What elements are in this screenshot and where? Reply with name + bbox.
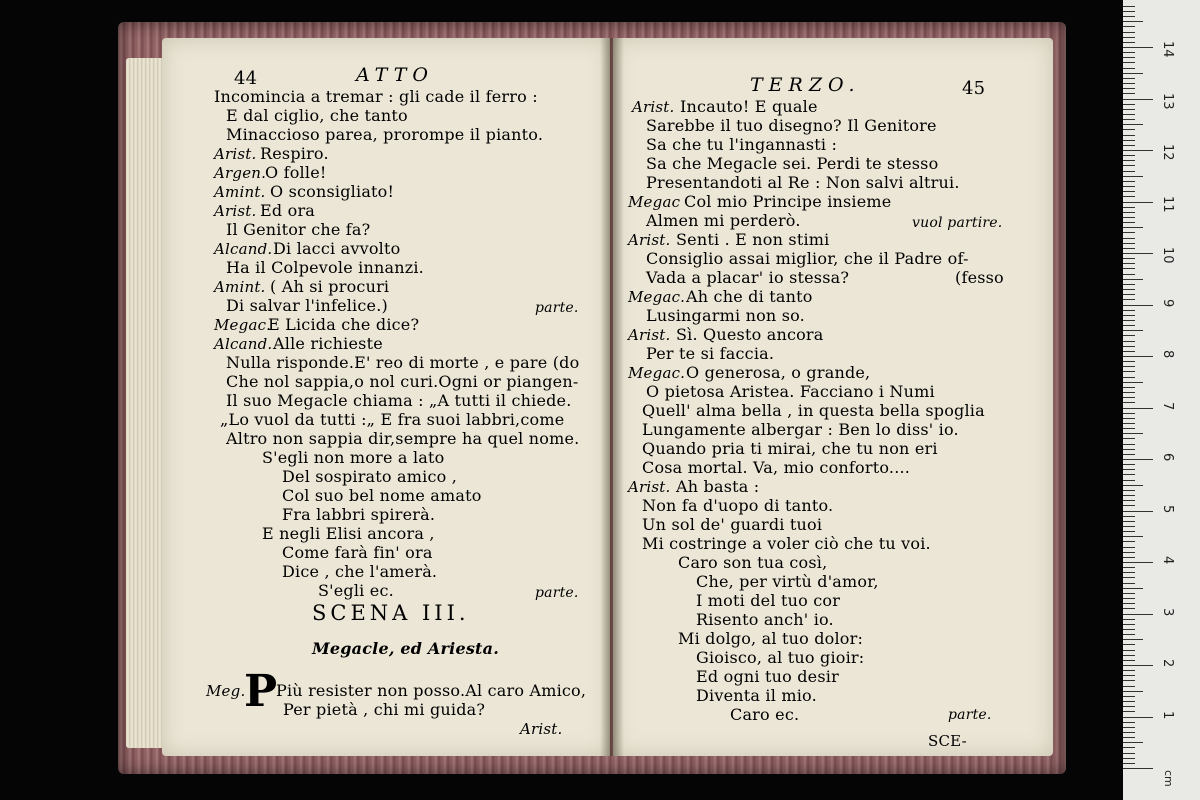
text-line: Vada a placar' io stessa?: [646, 268, 850, 287]
speaker-name: Alcand.: [214, 335, 273, 353]
ruler-number: 9: [1160, 298, 1175, 307]
ruler-tick: [1123, 387, 1135, 388]
ruler-number: 5: [1160, 504, 1175, 513]
ruler-tick: [1123, 608, 1135, 609]
speaker-name: Arist.: [632, 98, 675, 116]
ruler-tick: [1123, 634, 1135, 635]
ruler-tick: [1123, 511, 1153, 512]
ruler-tick: [1123, 680, 1135, 681]
ruler-tick: [1123, 423, 1135, 424]
ruler-tick: [1123, 732, 1135, 733]
ruler-number: 14: [1160, 41, 1175, 58]
ruler-tick: [1123, 541, 1135, 542]
text-line: Sa che tu l'ingannasti :: [646, 135, 838, 154]
text-line: Nulla risponde.E' reo di morte , e pare (do: [226, 353, 580, 372]
text-line: Per te si faccia.: [646, 344, 775, 363]
text-line: Respiro.: [260, 144, 329, 163]
ruler-tick: [1123, 351, 1135, 352]
text-line: S'egli ec.: [318, 581, 394, 600]
text-line: Sì. Questo ancora: [676, 325, 824, 344]
ruler-tick: [1123, 711, 1135, 712]
text-line: Quell' alma bella , in questa bella spoglia: [642, 401, 985, 420]
text-line: Col suo bel nome amato: [282, 486, 482, 505]
ruler-tick: [1123, 624, 1135, 625]
speaker-name: Meg.: [206, 682, 246, 700]
ruler-number: 2: [1160, 659, 1175, 668]
ruler-tick: [1123, 742, 1143, 743]
speaker-name: Alcand.: [214, 240, 273, 258]
ruler-tick: [1123, 93, 1135, 94]
ruler-tick: [1123, 433, 1143, 434]
ruler-tick: [1123, 577, 1135, 578]
ruler-tick: [1123, 366, 1135, 367]
ruler-tick: [1123, 459, 1153, 460]
ruler-tick: [1123, 629, 1135, 630]
ruler-tick: [1123, 341, 1135, 342]
ruler-tick: [1123, 356, 1153, 357]
text-line: Cosa mortal. Va, mio conforto....: [642, 458, 911, 477]
text-line: Lungamente albergar : Ben lo diss' io.: [642, 420, 959, 439]
text-line: Il Genitor che fa?: [226, 220, 371, 239]
ruler-tick: [1123, 402, 1135, 403]
ruler-tick: [1123, 536, 1143, 537]
measuring-ruler: [1123, 0, 1200, 800]
text-line: O pietosa Aristea. Facciano i Numi: [646, 382, 935, 401]
text-line: Incomincia a tremar : gli cade il ferro :: [214, 87, 538, 106]
ruler-tick: [1123, 88, 1135, 89]
ruler-tick: [1123, 727, 1135, 728]
drop-cap: P: [244, 666, 278, 717]
text-line: Col mio Principe insieme: [684, 192, 892, 211]
ruler-tick: [1123, 299, 1135, 300]
ruler-tick: [1123, 382, 1143, 383]
ruler-tick: [1123, 572, 1135, 573]
speaker-name: Arist.: [628, 478, 671, 496]
ruler-tick: [1123, 155, 1135, 156]
text-line: Come farà fin' ora: [282, 543, 433, 562]
text-line: E dal ciglio, che tanto: [226, 106, 408, 125]
ruler-tick: [1123, 593, 1135, 594]
ruler-tick: [1123, 202, 1153, 203]
ruler-tick: [1123, 397, 1135, 398]
stage-direction: parte.: [535, 585, 579, 601]
ruler-tick: [1123, 279, 1143, 280]
ruler-tick: [1123, 526, 1135, 527]
text-line: Che, per virtù d'amor,: [696, 572, 879, 591]
ruler-tick: [1123, 186, 1135, 187]
ruler-number: 8: [1160, 350, 1175, 359]
text-line: Di salvar l'infelice.): [226, 296, 388, 315]
text-line: O generosa, o grande,: [686, 363, 871, 382]
ruler-tick: [1123, 274, 1135, 275]
ruler-tick: [1123, 500, 1135, 501]
ruler-tick: [1123, 469, 1135, 470]
ruler-tick: [1123, 305, 1153, 306]
ruler-tick: [1123, 691, 1143, 692]
ruler-tick: [1123, 310, 1135, 311]
ruler-tick: [1123, 238, 1135, 239]
text-line: Per pietà , chi mi guida?: [283, 700, 486, 719]
ruler-number: 10: [1160, 247, 1175, 264]
ruler-tick: [1123, 418, 1135, 419]
speaker-name: Megac: [628, 193, 681, 211]
text-line: E Licida che dice?: [268, 315, 420, 334]
ruler-tick: [1123, 701, 1135, 702]
speaker-name: Arist.: [214, 145, 257, 163]
ruler-tick: [1123, 73, 1143, 74]
scene-personae: Megacle, ed Ariesta.: [312, 639, 499, 658]
hyphenated-continuation: (fesso: [955, 268, 1004, 287]
ruler-tick: [1123, 325, 1135, 326]
speaker-name: Megac.: [628, 364, 686, 382]
ruler-tick: [1123, 330, 1143, 331]
ruler-tick: [1123, 392, 1135, 393]
ruler-tick: [1123, 531, 1135, 532]
text-line: Gioisco, al tuo gioir:: [696, 648, 865, 667]
ruler-tick: [1123, 408, 1153, 409]
book-gutter: [600, 38, 624, 756]
ruler-tick: [1123, 258, 1135, 259]
ruler-tick: [1123, 619, 1135, 620]
ruler-tick: [1123, 505, 1135, 506]
ruler-tick: [1123, 588, 1143, 589]
text-line: Caro ec.: [730, 705, 800, 724]
text-line: Un sol de' guardi tuoi: [642, 515, 823, 534]
speaker-name: Argen.: [214, 164, 267, 182]
ruler-tick: [1123, 547, 1135, 548]
ruler-tick: [1123, 722, 1135, 723]
text-line: I moti del tuo cor: [696, 591, 841, 610]
text-line: O sconsigliato!: [270, 182, 395, 201]
ruler-tick: [1123, 284, 1135, 285]
ruler-tick: [1123, 768, 1153, 769]
ruler-tick: [1123, 639, 1143, 640]
text-line: Ha il Colpevole innanzi.: [226, 258, 424, 277]
ruler-tick: [1123, 253, 1153, 254]
ruler-tick: [1123, 686, 1135, 687]
ruler-tick: [1123, 377, 1135, 378]
ruler-tick: [1123, 294, 1135, 295]
ruler-tick: [1123, 706, 1135, 707]
ruler-tick: [1123, 474, 1135, 475]
ruler-unit-label: cm: [1162, 770, 1175, 787]
text-line: Almen mi perderò.: [646, 211, 801, 230]
speaker-name: Arist.: [628, 326, 671, 344]
ruler-tick: [1123, 124, 1143, 125]
ruler-tick: [1123, 6, 1135, 7]
ruler-tick: [1123, 83, 1135, 84]
ruler-tick: [1123, 485, 1143, 486]
text-line: Minaccioso parea, prorompe il pianto.: [226, 125, 544, 144]
stage-direction: parte.: [535, 300, 579, 316]
ruler-tick: [1123, 449, 1135, 450]
ruler-tick: [1123, 747, 1135, 748]
ruler-number: 11: [1160, 195, 1175, 213]
ruler-tick: [1123, 68, 1135, 69]
text-line: Ed ogni tuo desir: [696, 667, 839, 686]
running-head-left: ATTO: [356, 64, 434, 86]
speaker-name: Arist.: [214, 202, 257, 220]
ruler-number: 4: [1160, 556, 1175, 565]
ruler-tick: [1123, 315, 1135, 316]
text-line: Il suo Megacle chiama : „A tutti il chiede.: [226, 391, 572, 410]
text-line: Consiglio assai miglior, che il Padre of-: [646, 249, 969, 268]
ruler-tick: [1123, 413, 1135, 414]
text-line: Incauto! E quale: [680, 97, 818, 116]
ruler-tick: [1123, 109, 1135, 110]
text-line: Diventa il mio.: [696, 686, 817, 705]
ruler-tick: [1123, 176, 1143, 177]
speaker-name: Arist.: [628, 231, 671, 249]
ruler-tick: [1123, 655, 1135, 656]
text-line: ( Ah si procuri: [270, 277, 390, 296]
ruler-tick: [1123, 62, 1135, 63]
ruler-tick: [1123, 670, 1135, 671]
speaker-name: Megac.: [628, 288, 686, 306]
ruler-tick: [1123, 135, 1135, 136]
ruler-tick: [1123, 753, 1135, 754]
text-line: E negli Elisi ancora ,: [262, 524, 435, 543]
catchword: Arist.: [520, 720, 563, 738]
ruler-tick: [1123, 232, 1135, 233]
ruler-tick: [1123, 42, 1135, 43]
ruler-tick: [1123, 737, 1135, 738]
ruler-tick: [1123, 495, 1135, 496]
ruler-tick: [1123, 346, 1135, 347]
ruler-tick: [1123, 140, 1135, 141]
ruler-tick: [1123, 552, 1135, 553]
ruler-tick: [1123, 160, 1135, 161]
ruler-tick: [1123, 371, 1135, 372]
text-line: Ah basta :: [676, 477, 760, 496]
ruler-tick: [1123, 717, 1153, 718]
ruler-tick: [1123, 480, 1135, 481]
scene-title: SCENA III.: [312, 601, 470, 625]
text-line: Altro non sappia dir,sempre ha quel nome.: [226, 429, 580, 448]
ruler-number: 12: [1160, 144, 1175, 161]
ruler-tick: [1123, 320, 1135, 321]
ruler-tick: [1123, 145, 1135, 146]
ruler-tick: [1123, 428, 1135, 429]
ruler-tick: [1123, 583, 1135, 584]
ruler-number: 3: [1160, 607, 1175, 616]
speaker-name: Megac.: [214, 316, 272, 334]
ruler-tick: [1123, 660, 1135, 661]
text-line: Non fa d'uopo di tanto.: [642, 496, 834, 515]
ruler-tick: [1123, 150, 1153, 151]
ruler-tick: [1123, 191, 1135, 192]
ruler-tick: [1123, 119, 1135, 120]
ruler-tick: [1123, 490, 1135, 491]
ruler-tick: [1123, 562, 1153, 563]
text-line: Mi costringe a voler ciò che tu voi.: [642, 534, 931, 553]
ruler-tick: [1123, 464, 1135, 465]
text-line: „Lo vuol da tutti :„ E fra suoi labbri,come: [220, 410, 565, 429]
ruler-tick: [1123, 243, 1135, 244]
ruler-tick: [1123, 37, 1135, 38]
ruler-tick: [1123, 227, 1143, 228]
text-line: Senti . E non stimi: [676, 230, 830, 249]
ruler-tick: [1123, 52, 1135, 53]
ruler-tick: [1123, 222, 1135, 223]
page-edges: [126, 58, 166, 748]
ruler-tick: [1123, 32, 1135, 33]
ruler-tick: [1123, 438, 1135, 439]
text-line: Del sospirato amico ,: [282, 467, 458, 486]
page-number-left: 44: [234, 68, 258, 89]
ruler-tick: [1123, 521, 1135, 522]
text-line: Ah che di tanto: [686, 287, 813, 306]
text-line: Mi dolgo, al tuo dolor:: [678, 629, 864, 648]
ruler-tick: [1123, 248, 1135, 249]
ruler-tick: [1123, 11, 1135, 12]
text-line: Sarebbe il tuo disegno? Il Genitore: [646, 116, 937, 135]
ruler-tick: [1123, 268, 1135, 269]
ruler-tick: [1123, 650, 1135, 651]
ruler-tick: [1123, 21, 1143, 22]
ruler-tick: [1123, 16, 1135, 17]
ruler-number: 6: [1160, 453, 1175, 462]
text-line: Alle richieste: [273, 334, 383, 353]
running-head-right: TERZO.: [750, 74, 861, 96]
ruler-tick: [1123, 181, 1135, 182]
ruler-tick: [1123, 557, 1135, 558]
ruler-tick: [1123, 516, 1135, 517]
ruler-tick: [1123, 763, 1135, 764]
text-line: Di lacci avvolto: [273, 239, 401, 258]
ruler-tick: [1123, 129, 1135, 130]
ruler-tick: [1123, 171, 1135, 172]
speaker-name: Amint.: [214, 183, 266, 201]
ruler-tick: [1123, 217, 1135, 218]
ruler-tick: [1123, 104, 1135, 105]
text-line: Lusingarmi non so.: [646, 306, 805, 325]
ruler-tick: [1123, 289, 1135, 290]
ruler-tick: [1123, 644, 1135, 645]
ruler-tick: [1123, 603, 1135, 604]
text-line: O folle!: [265, 163, 327, 182]
text-line: Presentandoti al Re : Non salvi altrui.: [646, 173, 960, 192]
ruler-number: 1: [1160, 710, 1175, 719]
ruler-tick: [1123, 114, 1135, 115]
ruler-tick: [1123, 614, 1153, 615]
ruler-tick: [1123, 207, 1135, 208]
text-line: Sa che Megacle sei. Perdi te stesso: [646, 154, 939, 173]
ruler-tick: [1123, 26, 1135, 27]
ruler-tick: [1123, 335, 1135, 336]
ruler-tick: [1123, 78, 1135, 79]
ruler-tick: [1123, 675, 1135, 676]
ruler-tick: [1123, 454, 1135, 455]
ruler-number: 7: [1160, 401, 1175, 410]
text-line: Che nol sappia,o nol curi.Ogni or piangen-: [226, 372, 579, 391]
ruler-tick: [1123, 598, 1135, 599]
ruler-tick: [1123, 696, 1135, 697]
ruler-tick: [1123, 212, 1135, 213]
ruler-tick: [1123, 57, 1135, 58]
text-line: S'egli non more a lato: [262, 448, 445, 467]
text-line: Caro son tua così,: [678, 553, 828, 572]
ruler-tick: [1123, 444, 1135, 445]
stage-direction: parte.: [948, 707, 992, 723]
text-line: Dice , che l'amerà.: [282, 562, 438, 581]
ruler-tick: [1123, 47, 1153, 48]
ruler-tick: [1123, 196, 1135, 197]
ruler-tick: [1123, 665, 1153, 666]
speaker-name: Amint.: [214, 278, 266, 296]
stage-direction: vuol partire.: [912, 215, 1003, 231]
text-line: Fra labbri spirerà.: [282, 505, 436, 524]
ruler-tick: [1123, 99, 1153, 100]
ruler-tick: [1123, 165, 1135, 166]
ruler-tick: [1123, 758, 1135, 759]
text-line: Ed ora: [260, 201, 316, 220]
catchword: SCE-: [928, 732, 967, 750]
ruler-tick: [1123, 263, 1135, 264]
text-line: Più resister non posso.Al caro Amico,: [276, 681, 587, 700]
text-line: Risento anch' io.: [696, 610, 834, 629]
ruler-number: 13: [1160, 92, 1175, 110]
ruler-tick: [1123, 361, 1135, 362]
page-number-right: 45: [962, 78, 986, 99]
ruler-tick: [1123, 567, 1135, 568]
text-line: Quando pria ti mirai, che tu non eri: [642, 439, 938, 458]
